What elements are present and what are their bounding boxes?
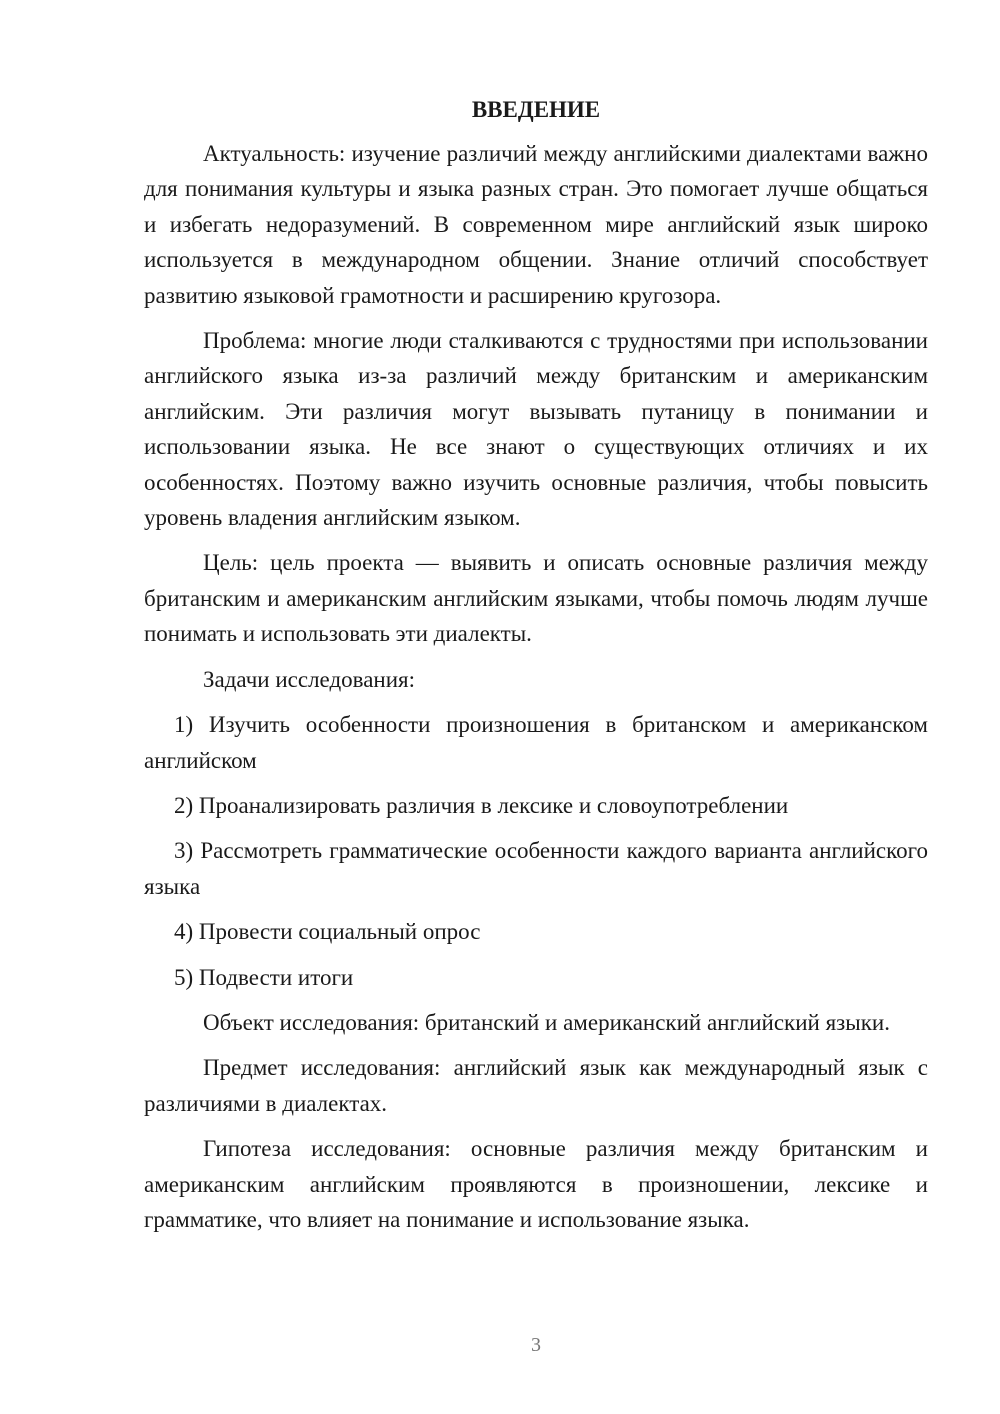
page-number: 3 — [531, 1334, 541, 1356]
paragraph-subject: Предмет исследования: английский язык как международный язык с различиями в диалектах. — [144, 1055, 928, 1116]
task-item-1: 1) Изучить особенности произношения в британском и американском английском — [144, 712, 928, 773]
task-item-5: 5) Подвести итоги — [174, 964, 354, 990]
paragraph-goal: Цель: цель проекта — выявить и описать основные различия между британским и американским английским языками, чтобы помочь людям лучше понимать и использовать эти диалекты. — [144, 550, 928, 647]
document-page — [144, 92, 928, 1247]
tasks-heading: Задачи исследования: — [203, 666, 416, 692]
paragraph-hypothesis: Гипотеза исследования: основные различия между британским и американским английским проявляются в произношении, лексике и грамматике, что влияет на понимание и использование языка. — [144, 1136, 928, 1232]
paragraph-object: Объект исследования: британский и американский английский языки. — [203, 1009, 890, 1035]
task-item-3: 3) Рассмотреть грамматические особенности каждого варианта английского языка — [144, 838, 928, 899]
task-item-2: 2) Проанализировать различия в лексике и словоупотреблении — [174, 792, 789, 818]
page-title: ВВЕДЕНИЕ — [471, 97, 601, 122]
paragraph-problem: Проблема: многие люди сталкиваются с трудностями при использовании английского языка из-за различий между британским и американским английским. Эти различия могут вызывать путаницу в понимании и использовании языка. Не все знают о существующих отличиях и их особенностях. Поэтому важно изучить основные различия, чтобы повысить уровень владения английским языком. — [144, 328, 928, 531]
paragraph-relevance: Актуальность: изучение различий между английскими диалектами важно для понимания культуры и языка разных стран. Это помогает лучше общаться и избегать недоразумений. В современном мире английский язык широко используется в международном общении. Знание отличий способствует развитию языковой грамотности и расширению кругозора. — [144, 141, 928, 308]
task-item-4: 4) Провести социальный опрос — [174, 919, 481, 945]
